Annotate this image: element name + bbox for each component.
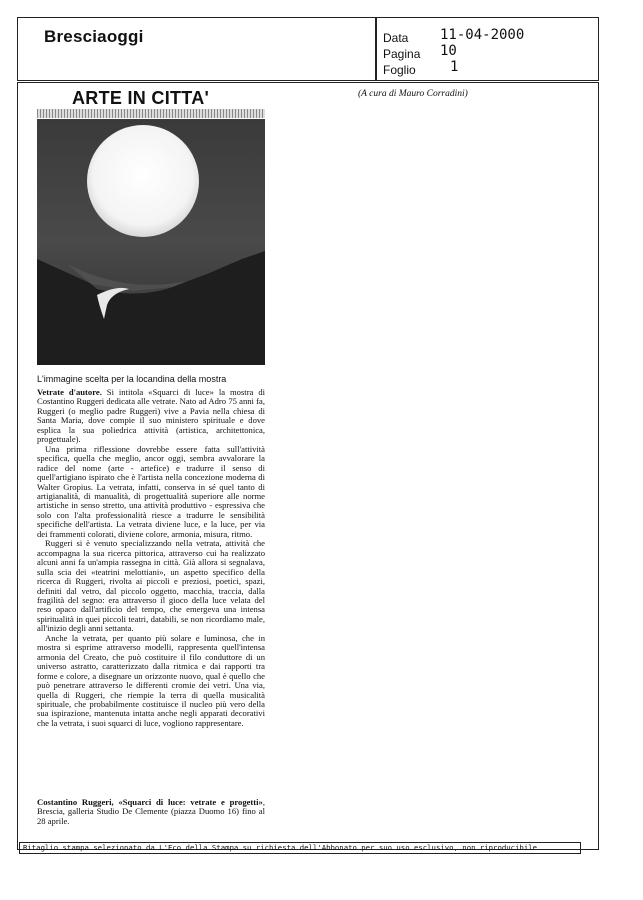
article-paragraph-2: Una prima riflessione dovrebbe essere fatta sull'attività specifica, quella che meglio, ancor oggi, sembra avvalorare la radice del nome (arte - artefice) e tradurre il senso di quell'artigiano ispirato che è l'artista nella concezione moderna di Walter Gropius. La vetrata, infatti, conserva in sé quel tanto di artigianalità, di manualità, di progettualità superiore alle norme artistiche in senso stretto, una attività produttivo - espressiva che solo con l'alta professionalità riesce a tradurre le sensibilità specifiche dell'artista. La vetrata diviene luce, e la luce, per via dei frammenti colorati, diviene colore, armonia, misura, ritmo. <box>37 443 265 539</box>
title-decoration <box>37 109 265 118</box>
article-paragraph-1-text: Si intitola «Squarci di luce» la mostra di Costantino Ruggeri dedicata alle vetrate. Nato ad Adro 75 anni fa, Ruggeri (o meglio padre Ruggeri) vive a Pavia nella chiesa di Santa Maria, dove compie il suo ministero spirituale e dove esplica la sua poliedrica attività (artistica, architettonica, progettuale). <box>37 387 265 445</box>
newspaper-name: Bresciaoggi <box>44 27 144 46</box>
image-caption: L'immagine scelta per la locandina della mostra <box>37 374 227 384</box>
article-paragraph-1 <box>37 388 265 445</box>
pagina-value: 10 <box>440 43 457 59</box>
foglio-value: 1 <box>450 59 459 75</box>
data-label: Data <box>383 31 409 45</box>
article-paragraph-4: Anche la vetrata, per quanto più solare e luminosa, che in mostra si esprime attraverso modelli, rappresenta quell'intensa armonia del Creato, che può costituire il filo conduttore di un universo astratto, caratterizzato dalla ritmica e dai rapporti tra forme e colore, a disegnare un orizzonte nuovo, qual è quello che può penetrare attraverso le differenti cromie dei vetri. Una via, quella di Ruggeri, che riempie la terra di quella musicalità spirituale, che probabilmente costituisce il nucleo più vero della sua ispirazione, mantenuta intatta anche negli apparati decorativi che la vetrata, i suoi squarci di luce, vogliono rappresentare. <box>37 632 265 728</box>
section-title: ARTE IN CITTA' <box>72 88 210 108</box>
data-value: 11-04-2000 <box>440 27 525 43</box>
curator-credit: (A cura di Mauro Corradini) <box>358 89 468 99</box>
exhibition-credit <box>37 798 265 826</box>
moon-shape <box>87 125 199 237</box>
exhibition-credit-title: Costantino Ruggeri, «Squarci di luce: vetrate e progetti» <box>37 797 263 807</box>
article-lead: Vetrate d'autore. <box>37 387 102 397</box>
footer-disclaimer: Ritaglio stampa selezionato da L'Eco della Stampa su richiesta dell'Abbonato per suo uso esclusivo, non riproducibile <box>23 843 537 852</box>
foglio-label: Foglio <box>383 63 416 77</box>
article-paragraph-3: Ruggeri si è venuto specializzando nella vetrata, attività che accompagna la sua ricerca pittorica, attraverso cui ha realizzato alcuni anni fa un'ampia rassegna in città. Già allora si segnalava, sulla scia dei «teatrini melottiani», un aspetto specifico della ricerca di Ruggeri, rivolta ai piccoli e preziosi, poetici, spazi, definiti dal vetro, dal piccolo oggetto, macchia, traccia, dalla fragilità del segno: era attraverso il gioco della luce velata del reso opaco dall'artificio del tempo, che emergeva una intensa spiritualità in quei piccoli teatri, databili, se non ricordiamo male, all'inizio degli anni settanta. <box>37 538 265 634</box>
exhibition-credit-details: , Brescia, galleria Studio De Clemente (piazza Duomo 16) fino al 28 aprile. <box>37 797 265 826</box>
article-body <box>37 388 265 728</box>
exhibition-poster-image <box>37 119 265 365</box>
pagina-label: Pagina <box>383 47 421 61</box>
